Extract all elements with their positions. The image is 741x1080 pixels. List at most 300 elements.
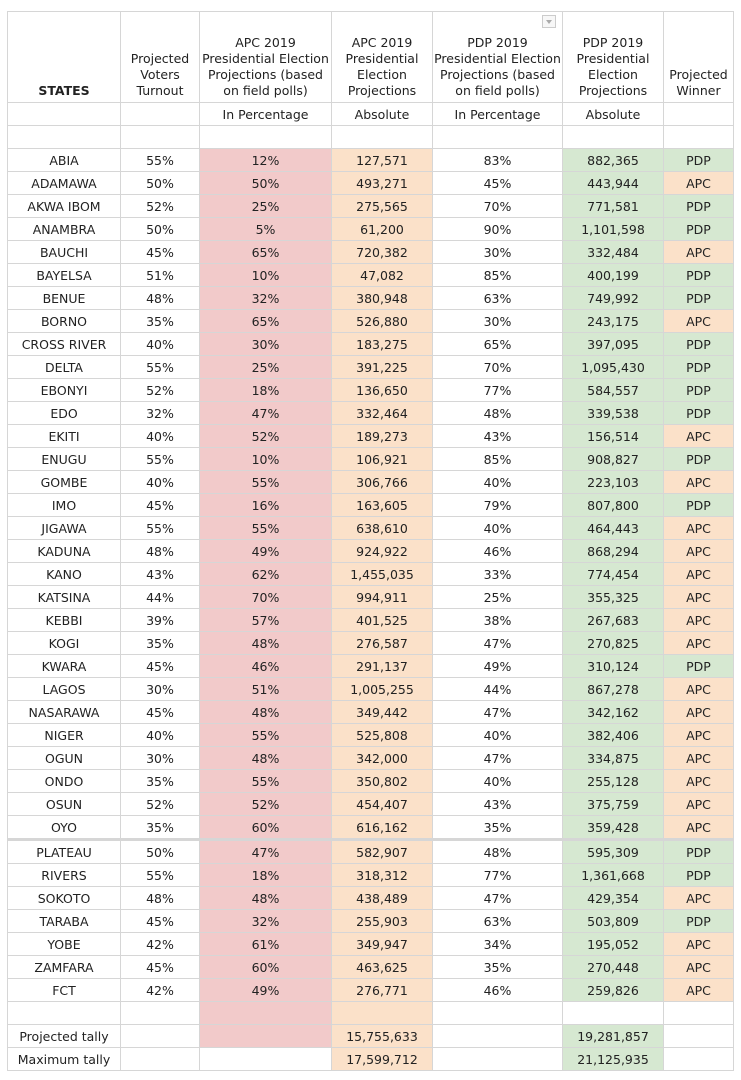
pdp-pct-cell[interactable]: 63% [433, 910, 563, 933]
turnout-cell[interactable]: 30% [121, 678, 200, 701]
winner-cell[interactable]: APC [664, 816, 734, 840]
turnout-cell[interactable]: 55% [121, 517, 200, 540]
winner-cell[interactable]: PDP [664, 333, 734, 356]
pdp-abs-cell[interactable]: 270,825 [563, 632, 664, 655]
turnout-cell[interactable]: 42% [121, 933, 200, 956]
winner-cell[interactable]: PDP [664, 494, 734, 517]
state-cell[interactable]: GOMBE [8, 471, 121, 494]
blank-cell[interactable] [433, 1048, 563, 1071]
state-cell[interactable]: OYO [8, 816, 121, 840]
apc-abs-cell[interactable]: 994,911 [332, 586, 433, 609]
maximum-tally-pdp[interactable]: 21,125,935 [563, 1048, 664, 1071]
state-cell[interactable]: FCT [8, 979, 121, 1002]
state-cell[interactable]: BAUCHI [8, 241, 121, 264]
state-cell[interactable]: KATSINA [8, 586, 121, 609]
apc-pct-cell[interactable]: 55% [200, 770, 332, 793]
apc-abs-cell[interactable]: 380,948 [332, 287, 433, 310]
turnout-cell[interactable]: 35% [121, 770, 200, 793]
apc-pct-cell[interactable]: 32% [200, 910, 332, 933]
subheader-cell[interactable]: Absolute [563, 103, 664, 126]
pdp-abs-cell[interactable]: 400,199 [563, 264, 664, 287]
winner-cell[interactable]: PDP [664, 655, 734, 678]
pdp-abs-cell[interactable]: 443,944 [563, 172, 664, 195]
winner-cell[interactable]: PDP [664, 910, 734, 933]
maximum-tally-label[interactable]: Maximum tally [8, 1048, 121, 1071]
apc-pct-cell[interactable]: 49% [200, 979, 332, 1002]
state-cell[interactable]: RIVERS [8, 864, 121, 887]
apc-abs-cell[interactable]: 255,903 [332, 910, 433, 933]
turnout-cell[interactable]: 55% [121, 864, 200, 887]
state-cell[interactable]: EKITI [8, 425, 121, 448]
state-cell[interactable]: ZAMFARA [8, 956, 121, 979]
apc-abs-cell[interactable]: 163,605 [332, 494, 433, 517]
turnout-cell[interactable]: 44% [121, 586, 200, 609]
winner-cell[interactable]: APC [664, 979, 734, 1002]
pdp-pct-cell[interactable]: 46% [433, 540, 563, 563]
winner-cell[interactable]: APC [664, 770, 734, 793]
turnout-cell[interactable]: 48% [121, 887, 200, 910]
apc-abs-cell[interactable]: 463,625 [332, 956, 433, 979]
turnout-cell[interactable]: 52% [121, 195, 200, 218]
winner-cell[interactable]: PDP [664, 264, 734, 287]
pdp-abs-cell[interactable]: 1,095,430 [563, 356, 664, 379]
blank-cell[interactable] [8, 1002, 121, 1025]
turnout-cell[interactable]: 55% [121, 149, 200, 172]
winner-cell[interactable]: APC [664, 933, 734, 956]
winner-cell[interactable]: PDP [664, 840, 734, 864]
apc-pct-cell[interactable]: 48% [200, 632, 332, 655]
apc-pct-cell[interactable]: 49% [200, 540, 332, 563]
pdp-abs-cell[interactable]: 267,683 [563, 609, 664, 632]
apc-abs-cell[interactable]: 350,802 [332, 770, 433, 793]
apc-abs-cell[interactable]: 493,271 [332, 172, 433, 195]
turnout-cell[interactable]: 45% [121, 701, 200, 724]
apc-abs-cell[interactable]: 342,000 [332, 747, 433, 770]
turnout-cell[interactable]: 45% [121, 494, 200, 517]
pdp-pct-cell[interactable]: 46% [433, 979, 563, 1002]
state-cell[interactable]: BENUE [8, 287, 121, 310]
winner-cell[interactable]: APC [664, 678, 734, 701]
winner-cell[interactable]: APC [664, 563, 734, 586]
pdp-abs-cell[interactable]: 375,759 [563, 793, 664, 816]
winner-cell[interactable]: APC [664, 517, 734, 540]
apc-pct-cell[interactable]: 52% [200, 425, 332, 448]
turnout-cell[interactable]: 55% [121, 356, 200, 379]
pdp-pct-cell[interactable]: 34% [433, 933, 563, 956]
turnout-cell[interactable]: 45% [121, 655, 200, 678]
turnout-cell[interactable]: 45% [121, 956, 200, 979]
state-cell[interactable]: JIGAWA [8, 517, 121, 540]
apc-abs-cell[interactable]: 291,137 [332, 655, 433, 678]
apc-abs-cell[interactable]: 924,922 [332, 540, 433, 563]
state-cell[interactable]: OGUN [8, 747, 121, 770]
turnout-cell[interactable]: 52% [121, 379, 200, 402]
apc-abs-cell[interactable]: 136,650 [332, 379, 433, 402]
pdp-abs-cell[interactable]: 464,443 [563, 517, 664, 540]
apc-abs-cell[interactable]: 1,005,255 [332, 678, 433, 701]
turnout-cell[interactable]: 48% [121, 287, 200, 310]
subheader-cell[interactable] [664, 103, 734, 126]
state-cell[interactable]: KADUNA [8, 540, 121, 563]
apc-pct-cell[interactable]: 10% [200, 448, 332, 471]
apc-abs-cell[interactable]: 401,525 [332, 609, 433, 632]
pdp-pct-cell[interactable]: 25% [433, 586, 563, 609]
pdp-abs-cell[interactable]: 255,128 [563, 770, 664, 793]
filter-dropdown-icon[interactable] [542, 15, 556, 28]
winner-cell[interactable]: APC [664, 724, 734, 747]
winner-cell[interactable]: APC [664, 609, 734, 632]
pdp-pct-cell[interactable]: 45% [433, 172, 563, 195]
winner-cell[interactable]: PDP [664, 448, 734, 471]
winner-cell[interactable]: PDP [664, 218, 734, 241]
turnout-cell[interactable]: 35% [121, 632, 200, 655]
pdp-abs-cell[interactable]: 771,581 [563, 195, 664, 218]
pdp-abs-cell[interactable]: 243,175 [563, 310, 664, 333]
apc-abs-cell[interactable]: 526,880 [332, 310, 433, 333]
turnout-cell[interactable]: 50% [121, 172, 200, 195]
pdp-abs-cell[interactable]: 382,406 [563, 724, 664, 747]
state-cell[interactable]: CROSS RIVER [8, 333, 121, 356]
maximum-tally-apc[interactable]: 17,599,712 [332, 1048, 433, 1071]
blank-cell[interactable] [563, 126, 664, 149]
turnout-cell[interactable]: 40% [121, 724, 200, 747]
state-cell[interactable]: YOBE [8, 933, 121, 956]
pdp-pct-cell[interactable]: 30% [433, 241, 563, 264]
header-pdp-abs[interactable]: PDP 2019 Presidential Election Projections [563, 12, 664, 103]
pdp-abs-cell[interactable]: 355,325 [563, 586, 664, 609]
blank-cell[interactable] [433, 1025, 563, 1048]
state-cell[interactable]: KANO [8, 563, 121, 586]
state-cell[interactable]: EBONYI [8, 379, 121, 402]
blank-cell[interactable] [664, 1002, 734, 1025]
pdp-abs-cell[interactable]: 584,557 [563, 379, 664, 402]
pdp-abs-cell[interactable]: 259,826 [563, 979, 664, 1002]
apc-pct-cell[interactable]: 65% [200, 310, 332, 333]
winner-cell[interactable]: APC [664, 701, 734, 724]
apc-pct-cell[interactable]: 65% [200, 241, 332, 264]
pdp-abs-cell[interactable]: 867,278 [563, 678, 664, 701]
subheader-cell[interactable] [121, 103, 200, 126]
apc-abs-cell[interactable]: 438,489 [332, 887, 433, 910]
turnout-cell[interactable]: 40% [121, 425, 200, 448]
apc-abs-cell[interactable]: 106,921 [332, 448, 433, 471]
state-cell[interactable]: EDO [8, 402, 121, 425]
state-cell[interactable]: TARABA [8, 910, 121, 933]
state-cell[interactable]: ANAMBRA [8, 218, 121, 241]
pdp-pct-cell[interactable]: 77% [433, 379, 563, 402]
turnout-cell[interactable]: 43% [121, 563, 200, 586]
state-cell[interactable]: AKWA IBOM [8, 195, 121, 218]
state-cell[interactable]: KOGI [8, 632, 121, 655]
blank-cell[interactable] [121, 1025, 200, 1048]
state-cell[interactable]: ADAMAWA [8, 172, 121, 195]
state-cell[interactable]: SOKOTO [8, 887, 121, 910]
apc-abs-cell[interactable]: 189,273 [332, 425, 433, 448]
winner-cell[interactable]: PDP [664, 287, 734, 310]
turnout-cell[interactable]: 32% [121, 402, 200, 425]
state-cell[interactable]: NASARAWA [8, 701, 121, 724]
apc-pct-cell[interactable]: 46% [200, 655, 332, 678]
state-cell[interactable]: BAYELSA [8, 264, 121, 287]
pdp-pct-cell[interactable]: 33% [433, 563, 563, 586]
blank-cell[interactable] [200, 1002, 332, 1025]
pdp-abs-cell[interactable]: 334,875 [563, 747, 664, 770]
pdp-abs-cell[interactable]: 339,538 [563, 402, 664, 425]
winner-cell[interactable]: PDP [664, 402, 734, 425]
apc-pct-cell[interactable]: 47% [200, 840, 332, 864]
turnout-cell[interactable]: 45% [121, 910, 200, 933]
state-cell[interactable]: NIGER [8, 724, 121, 747]
pdp-abs-cell[interactable]: 223,103 [563, 471, 664, 494]
blank-cell[interactable] [664, 126, 734, 149]
header-states[interactable]: STATES [8, 12, 121, 103]
turnout-cell[interactable]: 48% [121, 540, 200, 563]
apc-abs-cell[interactable]: 127,571 [332, 149, 433, 172]
apc-pct-cell[interactable]: 48% [200, 701, 332, 724]
winner-cell[interactable]: APC [664, 471, 734, 494]
pdp-pct-cell[interactable]: 85% [433, 448, 563, 471]
state-cell[interactable]: DELTA [8, 356, 121, 379]
pdp-pct-cell[interactable]: 77% [433, 864, 563, 887]
blank-cell[interactable] [121, 1002, 200, 1025]
pdp-pct-cell[interactable]: 48% [433, 402, 563, 425]
apc-abs-cell[interactable]: 318,312 [332, 864, 433, 887]
blank-cell[interactable] [121, 1048, 200, 1071]
state-cell[interactable]: IMO [8, 494, 121, 517]
apc-abs-cell[interactable]: 332,464 [332, 402, 433, 425]
state-cell[interactable]: ONDO [8, 770, 121, 793]
pdp-abs-cell[interactable]: 807,800 [563, 494, 664, 517]
apc-pct-cell[interactable]: 10% [200, 264, 332, 287]
turnout-cell[interactable]: 40% [121, 333, 200, 356]
turnout-cell[interactable]: 30% [121, 747, 200, 770]
apc-abs-cell[interactable]: 183,275 [332, 333, 433, 356]
header-turnout[interactable]: Projected Voters Turnout [121, 12, 200, 103]
apc-abs-cell[interactable]: 582,907 [332, 840, 433, 864]
winner-cell[interactable]: APC [664, 172, 734, 195]
pdp-pct-cell[interactable]: 40% [433, 724, 563, 747]
apc-abs-cell[interactable]: 638,610 [332, 517, 433, 540]
turnout-cell[interactable]: 35% [121, 310, 200, 333]
blank-cell[interactable] [433, 1002, 563, 1025]
apc-pct-cell[interactable]: 48% [200, 887, 332, 910]
apc-pct-cell[interactable]: 16% [200, 494, 332, 517]
blank-cell[interactable] [664, 1025, 734, 1048]
apc-abs-cell[interactable]: 349,947 [332, 933, 433, 956]
apc-abs-cell[interactable]: 349,442 [332, 701, 433, 724]
winner-cell[interactable]: PDP [664, 864, 734, 887]
projected-tally-apc[interactable]: 15,755,633 [332, 1025, 433, 1048]
pdp-abs-cell[interactable]: 397,095 [563, 333, 664, 356]
apc-abs-cell[interactable]: 1,455,035 [332, 563, 433, 586]
state-cell[interactable]: ENUGU [8, 448, 121, 471]
state-cell[interactable]: BORNO [8, 310, 121, 333]
apc-abs-cell[interactable]: 276,771 [332, 979, 433, 1002]
turnout-cell[interactable]: 50% [121, 840, 200, 864]
projected-tally-label[interactable]: Projected tally [8, 1025, 121, 1048]
winner-cell[interactable]: APC [664, 425, 734, 448]
header-apc-abs[interactable]: APC 2019 Presidential Election Projections [332, 12, 433, 103]
pdp-pct-cell[interactable]: 47% [433, 747, 563, 770]
pdp-pct-cell[interactable]: 85% [433, 264, 563, 287]
pdp-pct-cell[interactable]: 63% [433, 287, 563, 310]
blank-cell[interactable] [200, 1048, 332, 1071]
pdp-pct-cell[interactable]: 44% [433, 678, 563, 701]
apc-abs-cell[interactable]: 306,766 [332, 471, 433, 494]
blank-cell[interactable] [563, 1002, 664, 1025]
apc-pct-cell[interactable]: 52% [200, 793, 332, 816]
pdp-pct-cell[interactable]: 48% [433, 840, 563, 864]
pdp-pct-cell[interactable]: 43% [433, 425, 563, 448]
apc-pct-cell[interactable]: 12% [200, 149, 332, 172]
pdp-abs-cell[interactable]: 342,162 [563, 701, 664, 724]
pdp-pct-cell[interactable]: 38% [433, 609, 563, 632]
header-pdp-pct[interactable] [433, 12, 563, 103]
turnout-cell[interactable]: 35% [121, 816, 200, 840]
pdp-pct-cell[interactable]: 90% [433, 218, 563, 241]
state-cell[interactable]: PLATEAU [8, 840, 121, 864]
apc-abs-cell[interactable]: 454,407 [332, 793, 433, 816]
turnout-cell[interactable]: 51% [121, 264, 200, 287]
winner-cell[interactable]: APC [664, 310, 734, 333]
blank-cell[interactable] [8, 126, 121, 149]
pdp-abs-cell[interactable]: 1,101,598 [563, 218, 664, 241]
apc-pct-cell[interactable]: 30% [200, 333, 332, 356]
apc-abs-cell[interactable]: 525,808 [332, 724, 433, 747]
pdp-abs-cell[interactable]: 1,361,668 [563, 864, 664, 887]
pdp-pct-cell[interactable]: 65% [433, 333, 563, 356]
pdp-abs-cell[interactable]: 270,448 [563, 956, 664, 979]
pdp-abs-cell[interactable]: 429,354 [563, 887, 664, 910]
state-cell[interactable]: LAGOS [8, 678, 121, 701]
pdp-abs-cell[interactable]: 868,294 [563, 540, 664, 563]
pdp-abs-cell[interactable]: 332,484 [563, 241, 664, 264]
header-winner[interactable]: Projected Winner [664, 12, 734, 103]
blank-cell[interactable] [200, 1025, 332, 1048]
pdp-pct-cell[interactable]: 49% [433, 655, 563, 678]
winner-cell[interactable]: APC [664, 747, 734, 770]
turnout-cell[interactable]: 39% [121, 609, 200, 632]
apc-abs-cell[interactable]: 616,162 [332, 816, 433, 840]
pdp-abs-cell[interactable]: 749,992 [563, 287, 664, 310]
winner-cell[interactable]: APC [664, 586, 734, 609]
apc-abs-cell[interactable]: 720,382 [332, 241, 433, 264]
blank-cell[interactable] [433, 126, 563, 149]
apc-abs-cell[interactable]: 61,200 [332, 218, 433, 241]
subheader-cell[interactable]: In Percentage [433, 103, 563, 126]
apc-pct-cell[interactable]: 18% [200, 864, 332, 887]
pdp-pct-cell[interactable]: 40% [433, 471, 563, 494]
header-apc-pct[interactable]: APC 2019 Presidential Election Projections (based on field polls) [200, 12, 332, 103]
pdp-abs-cell[interactable]: 595,309 [563, 840, 664, 864]
apc-pct-cell[interactable]: 5% [200, 218, 332, 241]
apc-pct-cell[interactable]: 60% [200, 956, 332, 979]
pdp-pct-cell[interactable]: 70% [433, 195, 563, 218]
pdp-pct-cell[interactable]: 47% [433, 701, 563, 724]
pdp-pct-cell[interactable]: 79% [433, 494, 563, 517]
blank-cell[interactable] [121, 126, 200, 149]
apc-pct-cell[interactable]: 48% [200, 747, 332, 770]
winner-cell[interactable]: APC [664, 956, 734, 979]
apc-pct-cell[interactable]: 60% [200, 816, 332, 840]
pdp-pct-cell[interactable]: 43% [433, 793, 563, 816]
pdp-abs-cell[interactable]: 908,827 [563, 448, 664, 471]
apc-pct-cell[interactable]: 25% [200, 356, 332, 379]
turnout-cell[interactable]: 50% [121, 218, 200, 241]
apc-abs-cell[interactable]: 276,587 [332, 632, 433, 655]
blank-cell[interactable] [332, 126, 433, 149]
pdp-pct-cell[interactable]: 47% [433, 887, 563, 910]
winner-cell[interactable]: APC [664, 793, 734, 816]
apc-pct-cell[interactable]: 70% [200, 586, 332, 609]
pdp-pct-cell[interactable]: 40% [433, 770, 563, 793]
pdp-abs-cell[interactable]: 359,428 [563, 816, 664, 840]
apc-abs-cell[interactable]: 47,082 [332, 264, 433, 287]
apc-pct-cell[interactable]: 51% [200, 678, 332, 701]
pdp-pct-cell[interactable]: 83% [433, 149, 563, 172]
apc-pct-cell[interactable]: 47% [200, 402, 332, 425]
apc-pct-cell[interactable]: 55% [200, 517, 332, 540]
turnout-cell[interactable]: 40% [121, 471, 200, 494]
winner-cell[interactable]: PDP [664, 195, 734, 218]
winner-cell[interactable]: PDP [664, 149, 734, 172]
subheader-cell[interactable]: In Percentage [200, 103, 332, 126]
pdp-abs-cell[interactable]: 882,365 [563, 149, 664, 172]
pdp-abs-cell[interactable]: 195,052 [563, 933, 664, 956]
pdp-abs-cell[interactable]: 156,514 [563, 425, 664, 448]
turnout-cell[interactable]: 55% [121, 448, 200, 471]
apc-pct-cell[interactable]: 50% [200, 172, 332, 195]
turnout-cell[interactable]: 52% [121, 793, 200, 816]
pdp-pct-cell[interactable]: 47% [433, 632, 563, 655]
pdp-pct-cell[interactable]: 30% [433, 310, 563, 333]
apc-pct-cell[interactable]: 55% [200, 471, 332, 494]
state-cell[interactable]: ABIA [8, 149, 121, 172]
winner-cell[interactable]: PDP [664, 356, 734, 379]
pdp-pct-cell[interactable]: 35% [433, 956, 563, 979]
apc-pct-cell[interactable]: 62% [200, 563, 332, 586]
winner-cell[interactable]: APC [664, 632, 734, 655]
apc-pct-cell[interactable]: 55% [200, 724, 332, 747]
apc-abs-cell[interactable]: 275,565 [332, 195, 433, 218]
subheader-cell[interactable] [8, 103, 121, 126]
pdp-pct-cell[interactable]: 40% [433, 517, 563, 540]
subheader-cell[interactable]: Absolute [332, 103, 433, 126]
pdp-abs-cell[interactable]: 503,809 [563, 910, 664, 933]
winner-cell[interactable]: PDP [664, 379, 734, 402]
winner-cell[interactable]: APC [664, 887, 734, 910]
projected-tally-pdp[interactable]: 19,281,857 [563, 1025, 664, 1048]
pdp-abs-cell[interactable]: 310,124 [563, 655, 664, 678]
apc-pct-cell[interactable]: 25% [200, 195, 332, 218]
apc-pct-cell[interactable]: 61% [200, 933, 332, 956]
state-cell[interactable]: OSUN [8, 793, 121, 816]
blank-cell[interactable] [200, 126, 332, 149]
blank-cell[interactable] [332, 1002, 433, 1025]
winner-cell[interactable]: APC [664, 241, 734, 264]
blank-cell[interactable] [664, 1048, 734, 1071]
pdp-pct-cell[interactable]: 70% [433, 356, 563, 379]
pdp-abs-cell[interactable]: 774,454 [563, 563, 664, 586]
turnout-cell[interactable]: 45% [121, 241, 200, 264]
turnout-cell[interactable]: 42% [121, 979, 200, 1002]
pdp-pct-cell[interactable]: 35% [433, 816, 563, 840]
apc-abs-cell[interactable]: 391,225 [332, 356, 433, 379]
apc-pct-cell[interactable]: 18% [200, 379, 332, 402]
apc-pct-cell[interactable]: 57% [200, 609, 332, 632]
winner-cell[interactable]: APC [664, 540, 734, 563]
state-cell[interactable]: KWARA [8, 655, 121, 678]
